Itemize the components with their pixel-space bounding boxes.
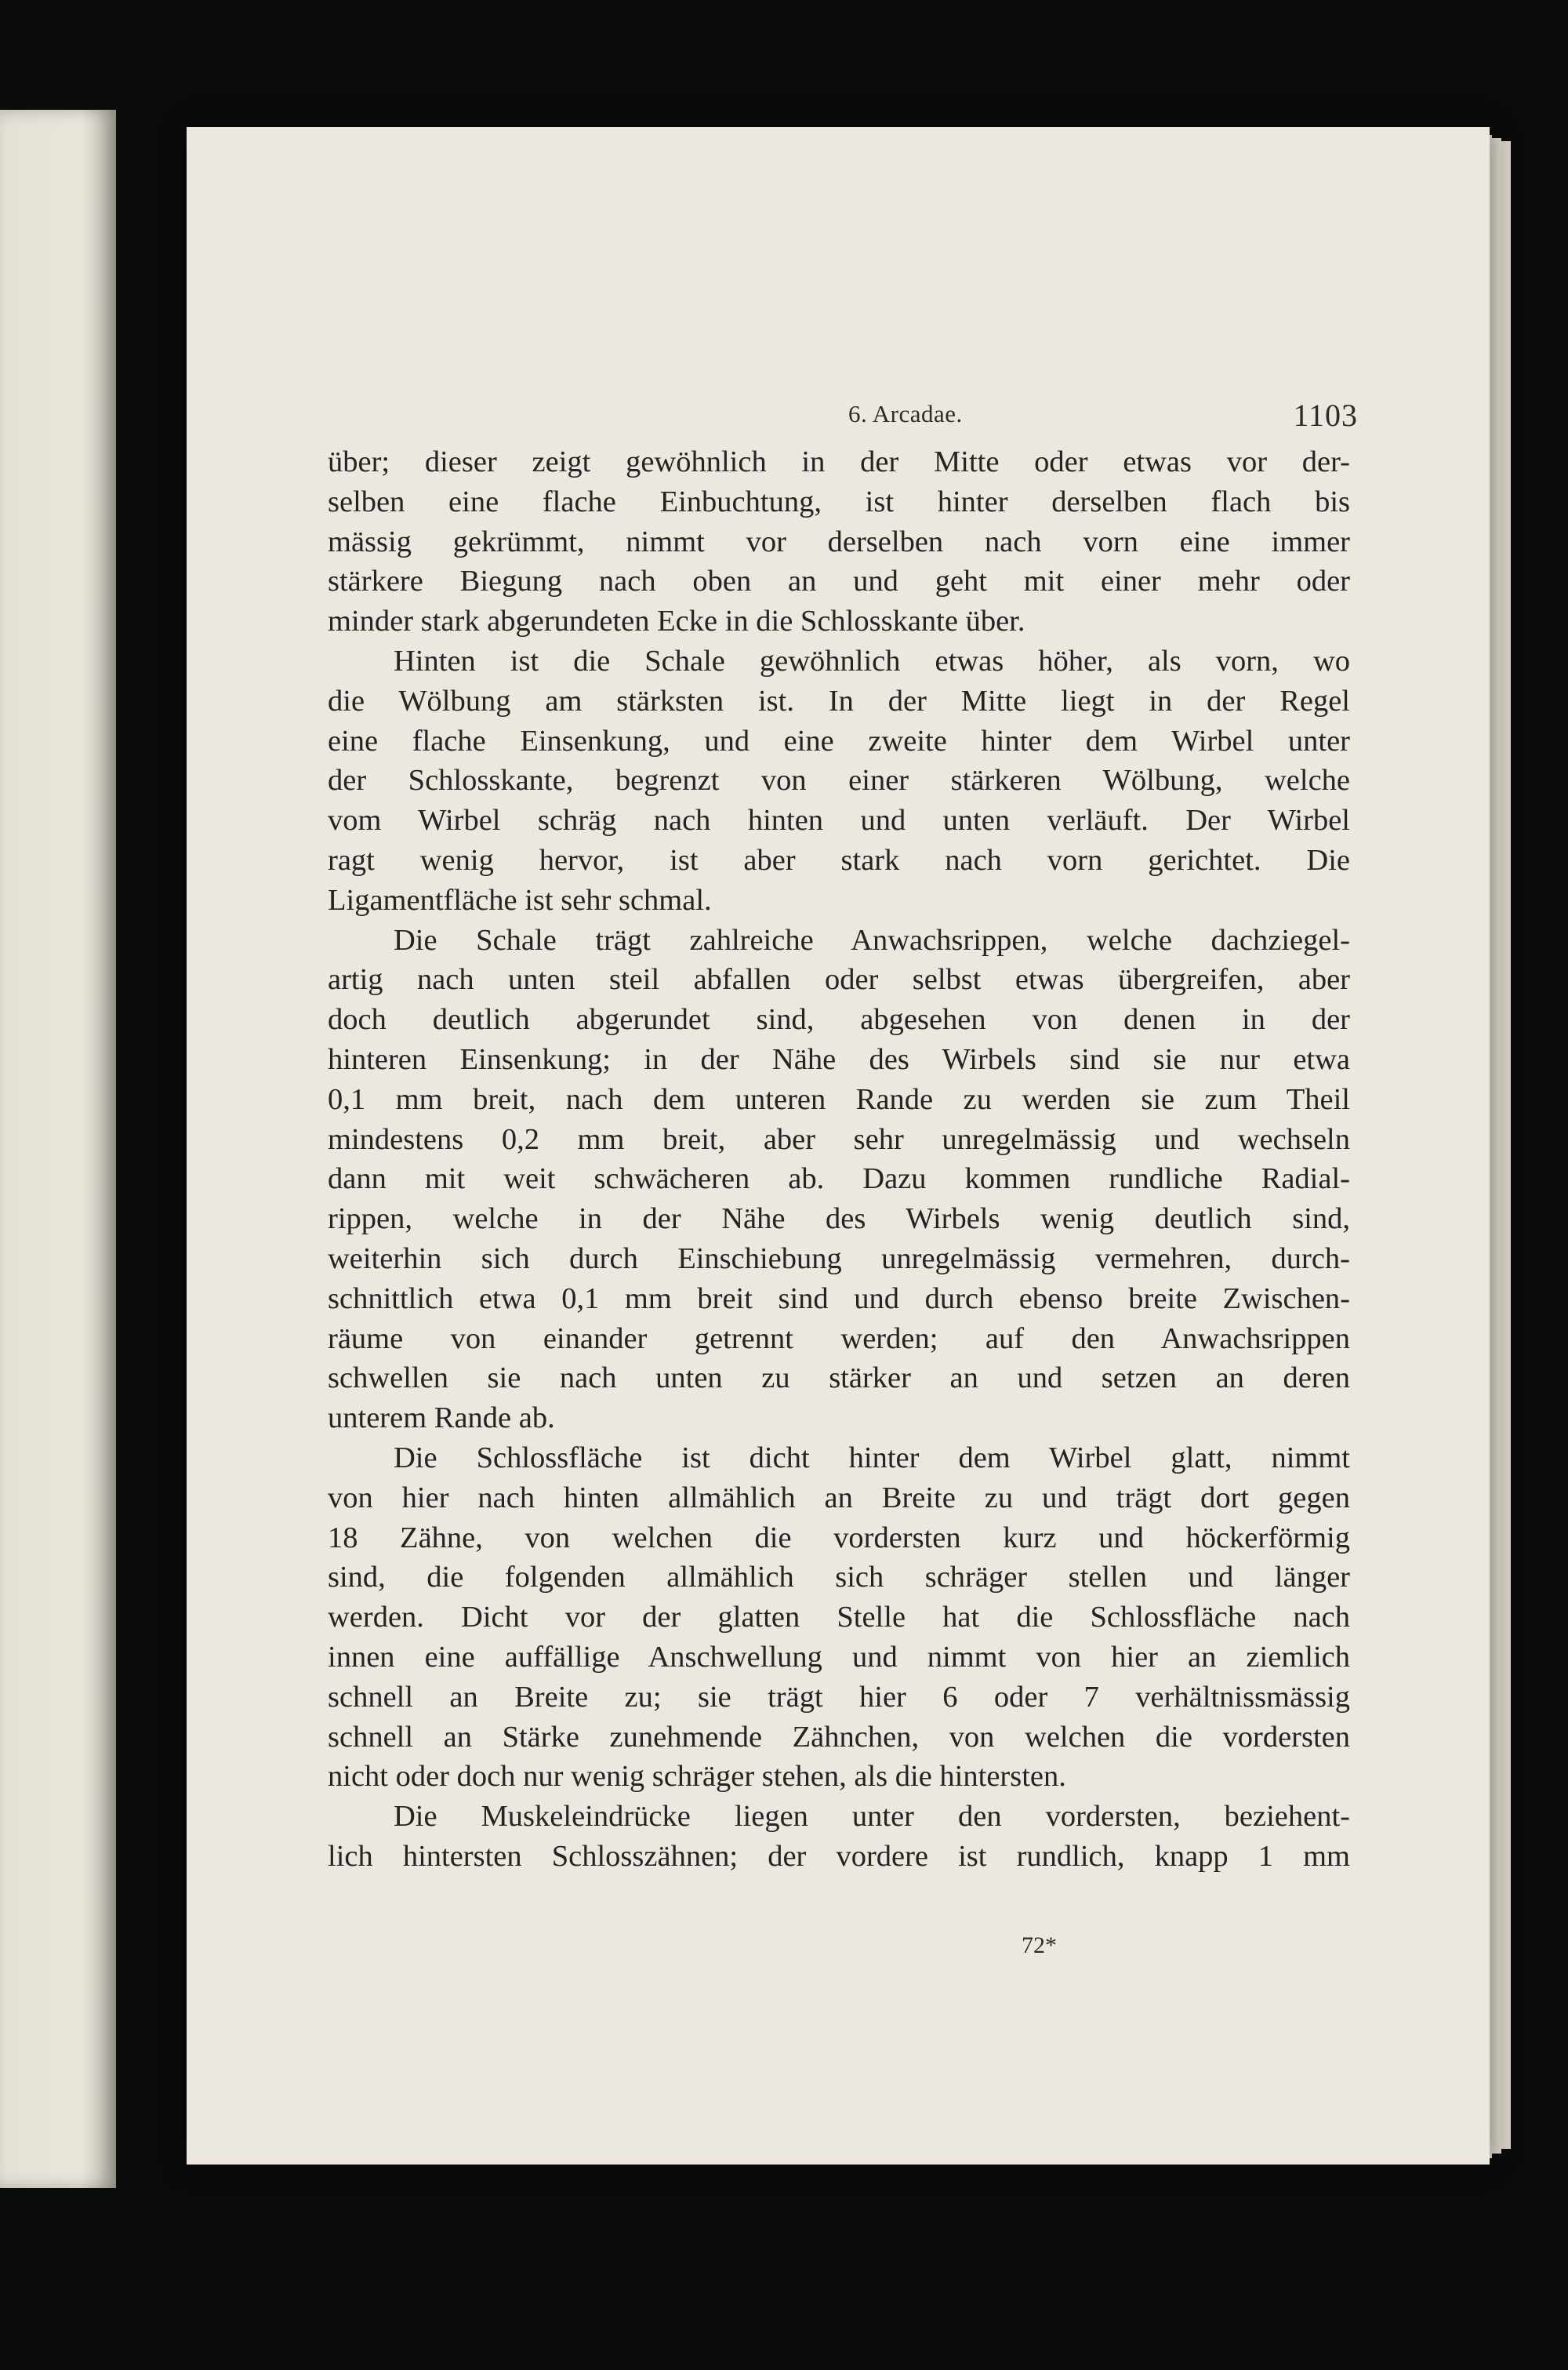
text-line: über; dieser zeigt gewöhnlich in der Mitte oder etwas vor der- [328,445,1350,478]
text-line: selben eine flache Einbuchtung, ist hinter derselben flach bis [328,485,1350,518]
text-line: artig nach unten steil abfallen oder selbst etwas übergreifen, aber [328,963,1350,997]
text-line: unterem Rande ab. [328,1401,555,1435]
text-line: weiterhin sich durch Einschiebung unregelmässig vermehren, durch- [328,1241,1350,1275]
running-head: 6. Arcadae. [848,400,963,427]
text-line: minder stark abgerundeten Ecke in die Schlosskante über. [328,605,1025,638]
text-line: doch deutlich abgerundet sind, abgesehen von denen in der [328,1003,1350,1037]
text-line: Die Schale trägt zahlreiche Anwachsrippen, welche dachziegel- [394,923,1350,957]
text-line: Hinten ist die Schale gewöhnlich etwas höher, als vorn, wo [394,644,1350,678]
facing-page-edge [0,110,116,2188]
text-line: 18 Zähne, von welchen die vordersten kurz und höckerförmig [328,1521,1350,1554]
text-line: räume von einander getrennt werden; auf den Anwachsrippen [328,1321,1350,1355]
text-line: Die Schlossfläche ist dicht hinter dem Wirbel glatt, nimmt [394,1441,1350,1474]
text-line: sind, die folgenden allmählich sich schräger stellen und länger [328,1561,1350,1594]
text-line: hinteren Einsenkung; in der Nähe des Wirbels sind sie nur etwa [328,1042,1350,1076]
text-line: lich hintersten Schlosszähnen; der vordere ist rundlich, knapp 1 mm [328,1839,1350,1873]
text-line: mindestens 0,2 mm breit, aber sehr unregelmässig und wechseln [328,1122,1350,1156]
text-line: werden. Dicht vor der glatten Stelle hat die Schlossfläche nach [328,1601,1350,1634]
text-line: eine flache Einsenkung, und eine zweite hinter dem Wirbel unter [328,724,1350,758]
text-line: schnittlich etwa 0,1 mm breit sind und durch ebenso breite Zwischen- [328,1281,1350,1315]
body-text [328,442,1350,1877]
text-line: dann mit weit schwächeren ab. Dazu kommen rundliche Radial- [328,1162,1350,1196]
text-line: rippen, welche in der Nähe des Wirbels wenig deutlich sind, [328,1202,1350,1236]
text-line: mässig gekrümmt, nimmt vor derselben nach vorn eine immer [328,525,1350,558]
text-line: Die Muskeleindrücke liegen unter den vordersten, beziehent- [394,1800,1350,1834]
text-line: schwellen sie nach unten zu stärker an und setzen an deren [328,1361,1350,1395]
page-number: 1103 [1293,398,1358,433]
text-line: ragt wenig hervor, ist aber stark nach vorn gerichtet. Die [328,843,1350,877]
page-header [328,392,1358,439]
text-line: Ligamentfläche ist sehr schmal. [328,883,712,917]
text-line: 0,1 mm breit, nach dem unteren Rande zu werden sie zum Theil [328,1082,1350,1116]
text-line: von hier nach hinten allmählich an Breite zu und trägt dort gegen [328,1481,1350,1514]
text-line: schnell an Stärke zunehmende Zähnchen, von welchen die vordersten [328,1720,1350,1754]
text-line: stärkere Biegung nach oben an und geht mit einer mehr oder [328,565,1350,598]
text-line: vom Wirbel schräg nach hinten und unten verläuft. Der Wirbel [328,804,1350,838]
book-page [187,127,1490,2165]
text-line: innen eine auffällige Anschwellung und nimmt von hier an ziemlich [328,1640,1350,1674]
signature-mark: 72* [1022,1932,1057,1958]
text-line: die Wölbung am stärksten ist. In der Mitte liegt in der Regel [328,684,1350,718]
text-line: nicht oder doch nur wenig schräger stehen, als die hintersten. [328,1760,1066,1794]
text-line: der Schlosskante, begrenzt von einer stärkeren Wölbung, welche [328,764,1350,798]
text-line: schnell an Breite zu; sie trägt hier 6 oder 7 verhältnissmässig [328,1680,1350,1714]
